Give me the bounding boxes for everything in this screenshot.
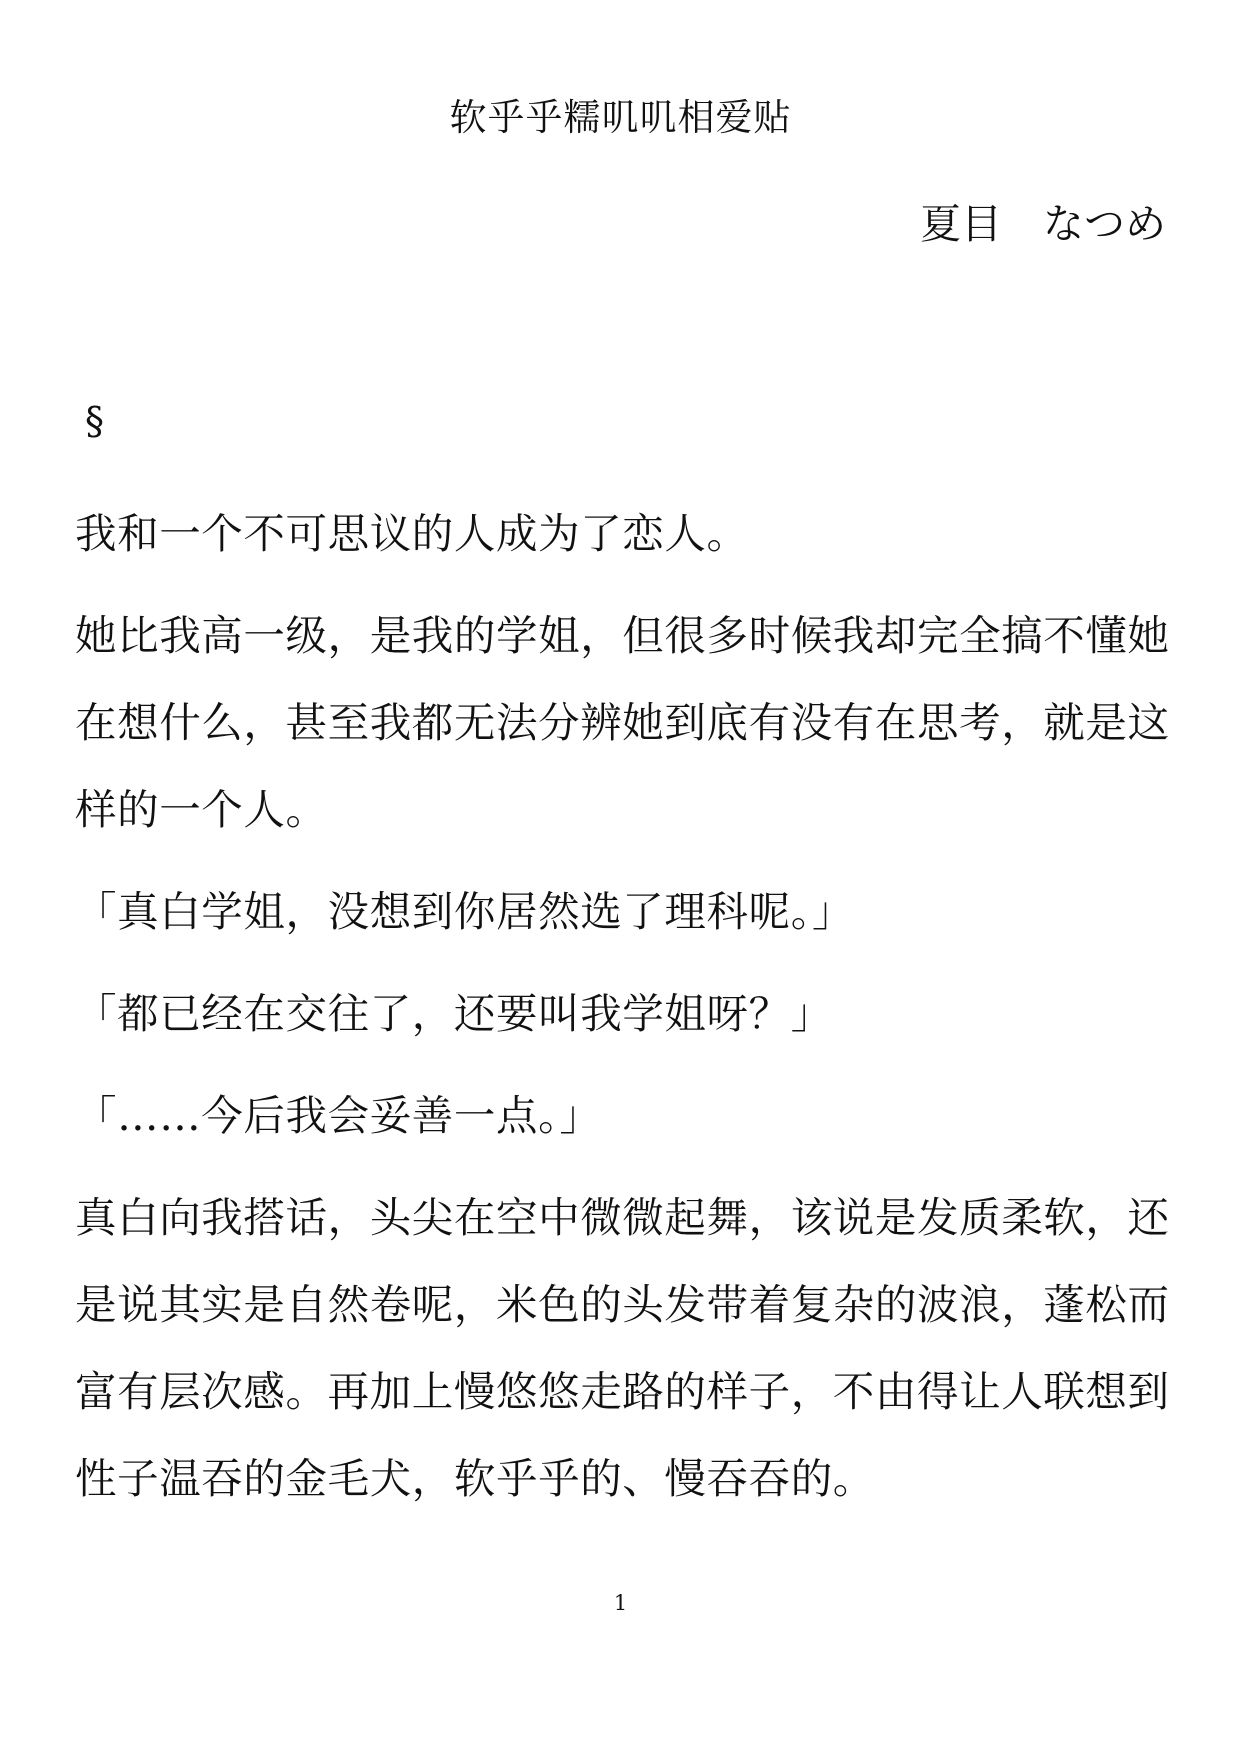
page-number: 1 [613,1591,628,1615]
dialogue-line: 「真白学姐，没想到你居然选了理科呢。」 [75,887,855,936]
body-text [75,490,1175,1537]
dialogue-line: 「都已经在交往了，还要叫我学姐呀？」 [75,989,833,1038]
paragraph: 真白向我搭话，头尖在空中微微起舞，该说是发质柔软，还是说其实是自然卷呢，米色的头发带着复杂的波浪，蓬松而富有层次感。再加上慢悠悠走路的样子，不由得让人联想到性子温吞的金毛犬，软乎乎的、慢吞吞的。 [75,1193,1170,1503]
dialogue-line: 「……今后我会妥善一点。」 [75,1091,602,1140]
document-title: 软乎乎糯叽叽相爱贴 [449,96,792,139]
section-mark: § [85,399,104,443]
paragraph: 她比我高一级，是我的学姐，但很多时候我却完全搞不懂她在想什么，甚至我都无法分辨她到底有没有在思考，就是这样的一个人。 [75,611,1170,834]
paragraph: 我和一个不可思议的人成为了恋人。 [75,509,749,558]
author-name: 夏目 なつめ [920,200,1166,248]
